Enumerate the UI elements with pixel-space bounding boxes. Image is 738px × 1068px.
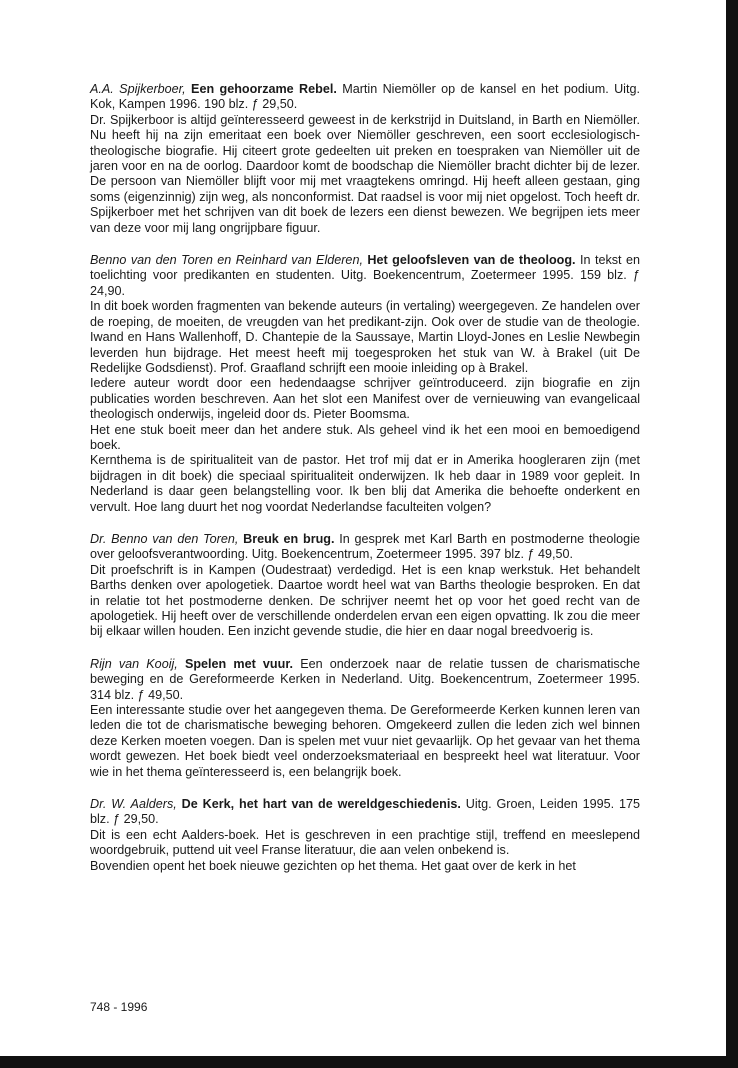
review-paragraph: Het ene stuk boeit meer dan het andere stuk. Als geheel vind ik het een mooi en bemoedigend boek. — [90, 422, 640, 452]
review-paragraph: Bovendien opent het boek nieuwe gezichten op het thema. Het gaat over de kerk in het — [90, 858, 576, 873]
review-paragraph: Dit is een echt Aalders-boek. Het is geschreven in een prachtige stijl, treffend en meeslepend woordgebruik, puttend uit veel Franse literatuur, die aan velen onbekend is. — [90, 827, 640, 858]
page-content — [90, 82, 640, 891]
review-citation: Martin Niemöller op de kansel en het podium. Uitg. Kok, Kampen 1996. 190 blz. ƒ 29,50. — [90, 82, 640, 112]
review-de-kerk — [90, 797, 640, 874]
review-paragraph: Dit proefschrift is in Kampen (Oudestraat) verdedigd. Het is een knap werkstuk. Het behandelt Barths denken over apologetiek. Daartoe wordt heel wat van Barths theologie besproken. En dat in relatie tot het postmoderne denken. De schrijver neemt het op voor het goed recht van de apologetiek. Hij heeft over de verschillende onderdelen ervan een eigen opvatting. Ik zou die meer bij elkaar willen houden. Een inzicht gevende studie, die hier en daar nogal breedvoerig is. — [90, 562, 640, 639]
review-paragraph: In dit boek worden fragmenten van bekende auteurs (in vertaling) weergegeven. Ze handelen over de roeping, de moeiten, de vreugden van het predikant-zijn. Ook over de studie van de theologie. Iwand en Hans Wallenhoff, D. Chantepie de la Saussaye, Martin Lloyd-Jones en Leslie Newbegin leverden hun bijdrage. Het meest heeft mij toegesproken het stuk van W. à Brakel (uit De Redelijke Godsdienst). Prof. Graafland schrijft een mooie inleiding op à Brakel. — [90, 299, 640, 375]
review-paragraph: Dr. Spijkerboor is altijd geïnteresseerd geweest in de kerkstrijd in Duitsland, in Barth en Niemöller. Nu heeft hij na zijn emeritaat een boek over Niemöller geschreven, een soort ecclesiologisch-theologische biografie. Hij citeert grote gedeelten uit preken en toespraken van Niemöller uit de jaren voor en na de oorlog. Daardoor komt de boodschap die Niemöller bracht dichter bij de lezer. De persoon van Niemöller blijft voor mij met vraagtekens omringd. Hij heeft alleen gestaan, ging soms (eigenzinnig) zijn weg, als nonconformist. Dat raadsel is voor mij niet opgelost. Toch heeft dr. Spijkerboer met het schrijven van dit boek de lezers een dienst bewezen. We begrijpen iets meer van deze voor mij lang ongrijpbare figuur. — [90, 112, 640, 235]
page-footer: 748 - 1996 — [90, 1000, 148, 1014]
review-heading — [90, 532, 640, 563]
review-citation: In tekst en toelichting voor predikanten en studenten. Uitg. Boekencentrum, Zoetermeer 1995. 159 blz. ƒ 24,90. — [90, 253, 641, 298]
review-author: Dr. Benno van den Toren, — [90, 531, 239, 546]
review-title: Spelen met vuur. — [184, 656, 294, 671]
review-spelen-met-vuur — [90, 657, 640, 780]
review-paragraph: Iedere auteur wordt door een hedendaagse schrijver geïntroduceerd. zijn biografie en zijn publicaties worden beschreven. Aan het slot een Manifest over de vernieuwing van evangelicaal theologisch onderwijs, ingeleid door ds. Pieter Boomsma. — [90, 376, 640, 422]
review-author: Rijn van Kooij, — [90, 656, 178, 671]
review-author: Benno van den Toren en Reinhard van Elderen, — [90, 253, 363, 268]
review-author: Dr. W. Aalders, — [90, 797, 177, 812]
review-spijkerboer — [90, 82, 640, 236]
review-title: Het geloofsleven van de theoloog. — [367, 253, 576, 268]
review-heading — [90, 797, 640, 828]
review-author: A.A. Spijkerboer, — [90, 82, 186, 96]
review-paragraph: Een interessante studie over het aangegeven thema. De Gereformeerde Kerken kunnen leren van leden die tot de charismatische beweging behoren. Omgekeerd zullen die leden zich wel binnen deze Kerken moeten voegen. Dan is spelen met vuur niet gevaarlijk. Op het gevaar van het thema wordt gewezen. Het boek biedt veel onderzoeksmateriaal en bespreekt heel wat literatuur. Voor wie in het thema geïnteresseerd is, een belangrijk boek. — [90, 703, 640, 779]
review-heading — [90, 82, 640, 113]
review-breuk-en-brug — [90, 532, 640, 640]
review-van-den-toren-van-elderen — [90, 253, 640, 515]
review-title: Breuk en brug. — [243, 531, 335, 546]
scan-edge-right — [726, 0, 738, 1068]
review-citation: Een onderzoek naar de relatie tussen de charismatische beweging en de Gereformeerde Kerken in Nederland. Uitg. Boekencentrum, Zoetermeer 1995. 314 blz. ƒ 49,50. — [90, 656, 641, 702]
review-citation: In gesprek met Karl Barth en postmoderne theologie over geloofsverantwoording. Uitg. Boekencentrum, Zoetermeer 1995. 397 blz. ƒ 49,50. — [90, 531, 640, 562]
review-citation: Uitg. Groen, Leiden 1995. 175 blz. ƒ 29,50. — [90, 797, 641, 827]
review-paragraph: Kernthema is de spiritualiteit van de pastor. Het trof mij dat er in Amerika hoogleraren zijn (met bijdragen in dit boek) die speciaal spiritualiteit onderwijzen. Ik heb daar in 1989 voor gepleit. In Nederland is daar geen belangstelling voor. Ik ben blij dat Amerika die behoefte onderkent en vervult. Hoe lang duurt het nog voordat Nederlandse faculteiten volgen? — [90, 453, 640, 514]
scan-edge-bottom — [0, 1056, 738, 1068]
review-title: Een gehoorzame Rebel. — [191, 82, 337, 96]
review-title: De Kerk, het hart van de wereldgeschiedenis. — [181, 797, 461, 812]
review-heading — [90, 657, 640, 703]
review-heading — [90, 253, 640, 299]
